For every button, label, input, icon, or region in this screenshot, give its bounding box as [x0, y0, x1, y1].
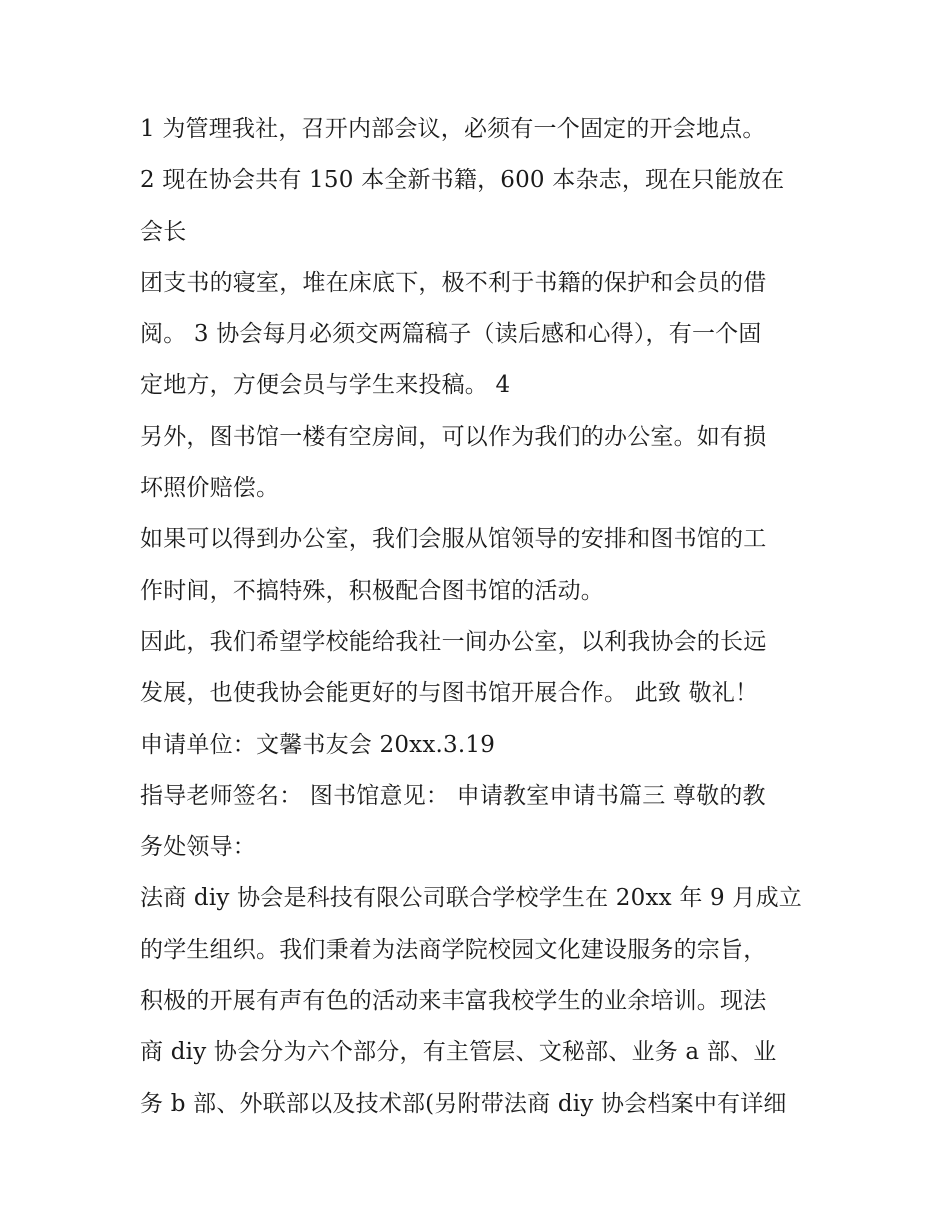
text-line-6: 定地方，方便会员与学生来投稿。 4 — [140, 372, 511, 399]
text-line-2: 2 现在协会共有 150 本全新书籍，600 本杂志，现在只能放在 — [140, 167, 785, 194]
text-line-12: 发展，也使我协会能更好的与图书馆开展合作。 此致 敬礼！ — [140, 680, 759, 707]
document-body — [140, 104, 830, 1130]
text-line-7: 另外，图书馆一楼有空房间，可以作为我们的办公室。如有损 — [140, 423, 767, 450]
text-line-10: 作时间，不搞特殊，积极配合图书馆的活动。 — [140, 577, 604, 604]
text-line-8: 坏照价赔偿。 — [140, 475, 280, 502]
text-line-5: 阅。 3 协会每月必须交两篇稿子（读后感和心得），有一个固 — [140, 321, 762, 348]
text-line-11: 因此，我们希望学校能给我社一间办公室，以利我协会的长远 — [140, 628, 767, 655]
text-line-16: 法商 diy 协会是科技有限公司联合学校学生在 20xx 年 9 月成立 — [140, 885, 802, 912]
text-line-20: 务 b 部、外联部以及技术部(另附带法商 diy 协会档案中有详细 — [140, 1090, 787, 1117]
text-line-18: 积极的开展有声有色的活动来丰富我校学生的业余培训。现法 — [140, 988, 767, 1015]
text-line-13: 申请单位：文馨书友会 20xx.3.19 — [140, 731, 496, 758]
text-line-1: 1 为管理我社，召开内部会议，必须有一个固定的开会地点。 — [140, 116, 766, 142]
text-line-17: 的学生组织。我们秉着为法商学院校园文化建设服务的宗旨， — [140, 936, 767, 963]
text-line-9: 如果可以得到办公室，我们会服从馆领导的安排和图书馆的工 — [140, 526, 767, 553]
text-line-15: 务处领导： — [140, 834, 256, 861]
text-line-4: 团支书的寝室，堆在床底下，极不利于书籍的保护和会员的借 — [140, 269, 767, 296]
text-line-19: 商 diy 协会分为六个部分，有主管层、文秘部、业务 a 部、业 — [140, 1039, 777, 1066]
text-line-3: 会长 — [140, 218, 187, 245]
text-line-14: 指导老师签名： 图书馆意见： 申请教室申请书篇三 尊敬的教 — [140, 782, 766, 809]
